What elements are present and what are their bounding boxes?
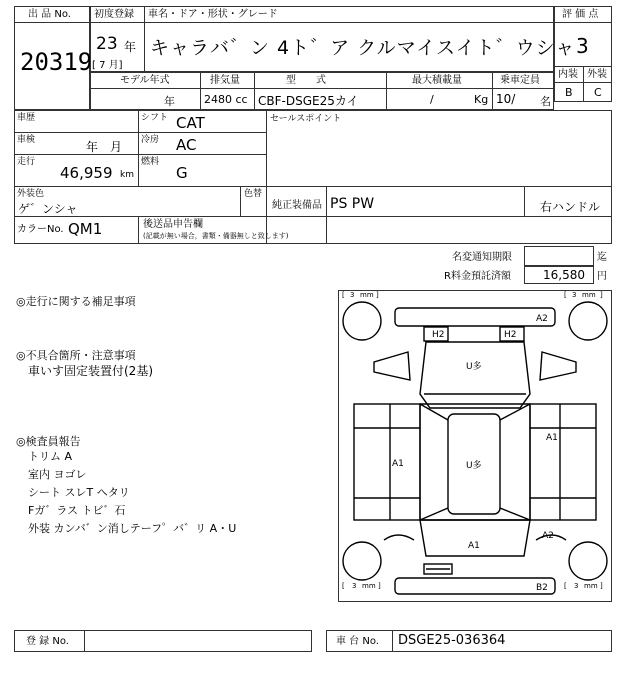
inspector-line: 室内 ヨゴレ xyxy=(28,468,87,481)
front-bumper xyxy=(395,308,555,326)
reg-label: 登 録 No. xyxy=(26,636,69,647)
exterior-value: C xyxy=(594,86,602,99)
name-change-box xyxy=(524,246,594,266)
name-change-label: 名変通知期限 xyxy=(452,252,512,263)
displacement-label: 排気量 xyxy=(210,75,240,86)
svg-text:]: ] xyxy=(600,582,603,590)
side-left xyxy=(354,404,420,520)
shift-label: シフト xyxy=(141,113,169,123)
mark-u-center: U多 xyxy=(466,461,482,471)
tire-rl-depth: 3 xyxy=(352,582,357,590)
max-load-value: / xyxy=(430,93,434,106)
svg-text:[: [ xyxy=(342,291,345,299)
side-right xyxy=(530,404,596,520)
mark-a1-rear: A1 xyxy=(468,541,480,551)
name-label: 車名・ドア・形状・グレード xyxy=(148,9,278,20)
svg-text:]: ] xyxy=(600,291,603,299)
ac-label: 冷房 xyxy=(141,135,160,145)
mark-a2-front: A2 xyxy=(536,314,548,324)
tire-front-left xyxy=(343,302,381,340)
displacement-value: 2480 cc xyxy=(204,93,248,106)
capacity-unit: 名 xyxy=(540,95,551,108)
name-change-unit: 迄 xyxy=(597,252,607,263)
color-no-value: QM1 xyxy=(68,220,103,238)
interior-value: B xyxy=(565,86,573,99)
equipment-label: 純正装備品 xyxy=(272,200,322,211)
tire-fr-depth: 3 xyxy=(572,291,577,299)
inspection-label: 車検 xyxy=(17,135,36,145)
post-docs-label: 後送品申告欄 xyxy=(143,219,203,230)
tire-rr-depth: 3 xyxy=(574,582,579,590)
mark-b2-rear: B2 xyxy=(536,583,548,593)
month-value: [ 7 月] xyxy=(92,60,123,71)
recycle-value: 16,580 xyxy=(543,268,585,282)
mark-h2-left: H2 xyxy=(432,330,445,340)
model-year-label: モデル年式 xyxy=(120,75,170,86)
color-change-label: 色替 xyxy=(244,189,263,199)
mark-a2-right: A2 xyxy=(542,531,554,541)
tire-fl-depth: 3 xyxy=(350,291,355,299)
svg-text:[: [ xyxy=(564,582,567,590)
inspector-line: トリム A xyxy=(28,450,73,463)
roof-outline xyxy=(420,342,530,408)
mileage-label: 走行 xyxy=(17,157,36,167)
max-load-unit: Kg xyxy=(474,93,489,106)
ac-value: AC xyxy=(176,136,197,154)
defects-label: ◎不具合箇所・注意事項 xyxy=(16,349,136,362)
svg-text:[: [ xyxy=(564,291,567,299)
first-reg-label: 初度登録 xyxy=(94,9,134,20)
fender-right xyxy=(540,352,576,380)
history-label: 車歴 xyxy=(17,113,36,123)
sales-label: セールスポイント xyxy=(270,114,342,124)
mark-u-roof: U多 xyxy=(466,362,482,372)
chassis-value: DSGE25-036364 xyxy=(398,633,506,648)
model-year-value: 年 xyxy=(164,95,175,108)
inspector-line: 外装 カンバ゛ン消しテーフ゜バ゛リ A・U xyxy=(28,522,237,535)
mark-h2-right: H2 xyxy=(504,330,517,340)
type-label: 型 式 xyxy=(286,75,326,86)
recycle-label: R料金預託済額 xyxy=(444,271,511,282)
inspector-label: ◎検査員報告 xyxy=(16,435,81,448)
mark-a1-left: A1 xyxy=(392,459,404,469)
fender-left xyxy=(374,352,410,380)
mileage-unit: km xyxy=(120,170,134,180)
max-load-label: 最大積載量 xyxy=(412,75,462,86)
fuel-value: G xyxy=(176,164,188,182)
svg-text:[: [ xyxy=(342,582,345,590)
tire-front-right xyxy=(569,302,607,340)
grade-value: 3 xyxy=(576,34,589,58)
chassis-label: 車 台 No. xyxy=(336,636,379,647)
car-name: キャラバ゛ン 4ト゛ア クルマイスイト゛ウシャ xyxy=(150,37,576,59)
lot-number: 20319 xyxy=(20,48,93,76)
equipment-value: PS PW xyxy=(330,196,375,212)
steering-value: 右ハンドル xyxy=(540,200,601,214)
post-docs-note: (記載が無い場合，書類・備器無しと致します) xyxy=(143,232,289,240)
interior-label: 内装 xyxy=(558,69,578,80)
tire-rr-unit: mm xyxy=(584,582,598,590)
grade-label: 評 価 点 xyxy=(562,9,599,20)
year-value: 23 xyxy=(96,34,118,54)
mileage-value: 46,959 xyxy=(60,164,113,182)
ext-color-value: ゲ゛ンシャ xyxy=(18,202,78,216)
ext-color-label: 外装色 xyxy=(17,189,45,199)
type-value: CBF-DSGE25カイ xyxy=(258,94,359,108)
tire-fl-unit: mm xyxy=(360,291,374,299)
year-unit: 年 xyxy=(124,40,137,54)
capacity-value: 10/ xyxy=(496,92,516,106)
exterior-label: 外装 xyxy=(587,69,607,80)
tire-fr-unit: mm xyxy=(582,291,596,299)
color-no-label: カラーNo. xyxy=(17,224,64,235)
lot-label: 出 品 No. xyxy=(28,9,71,20)
tire-rl-unit: mm xyxy=(362,582,376,590)
defects-value: 車いす固定装置付(2基) xyxy=(28,364,153,378)
tire-rear-left xyxy=(343,542,381,580)
svg-text:]: ] xyxy=(378,582,381,590)
fuel-label: 燃料 xyxy=(141,157,160,167)
mark-a1-right: A1 xyxy=(546,433,558,443)
svg-text:]: ] xyxy=(376,291,379,299)
recycle-unit: 円 xyxy=(597,271,607,282)
tire-rear-right xyxy=(569,542,607,580)
car-diagram xyxy=(338,290,612,602)
inspector-line: シート スレT ヘタリ xyxy=(28,486,130,499)
shift-value: CAT xyxy=(176,114,205,132)
inspector-line: Fガ゛ラス トビ゛石 xyxy=(28,504,126,517)
driving-notes-label: ◎走行に関する補足事項 xyxy=(16,295,136,308)
capacity-label: 乗車定員 xyxy=(500,75,540,86)
rear-bumper xyxy=(395,578,555,594)
inspection-value: 年 月 xyxy=(86,140,123,154)
